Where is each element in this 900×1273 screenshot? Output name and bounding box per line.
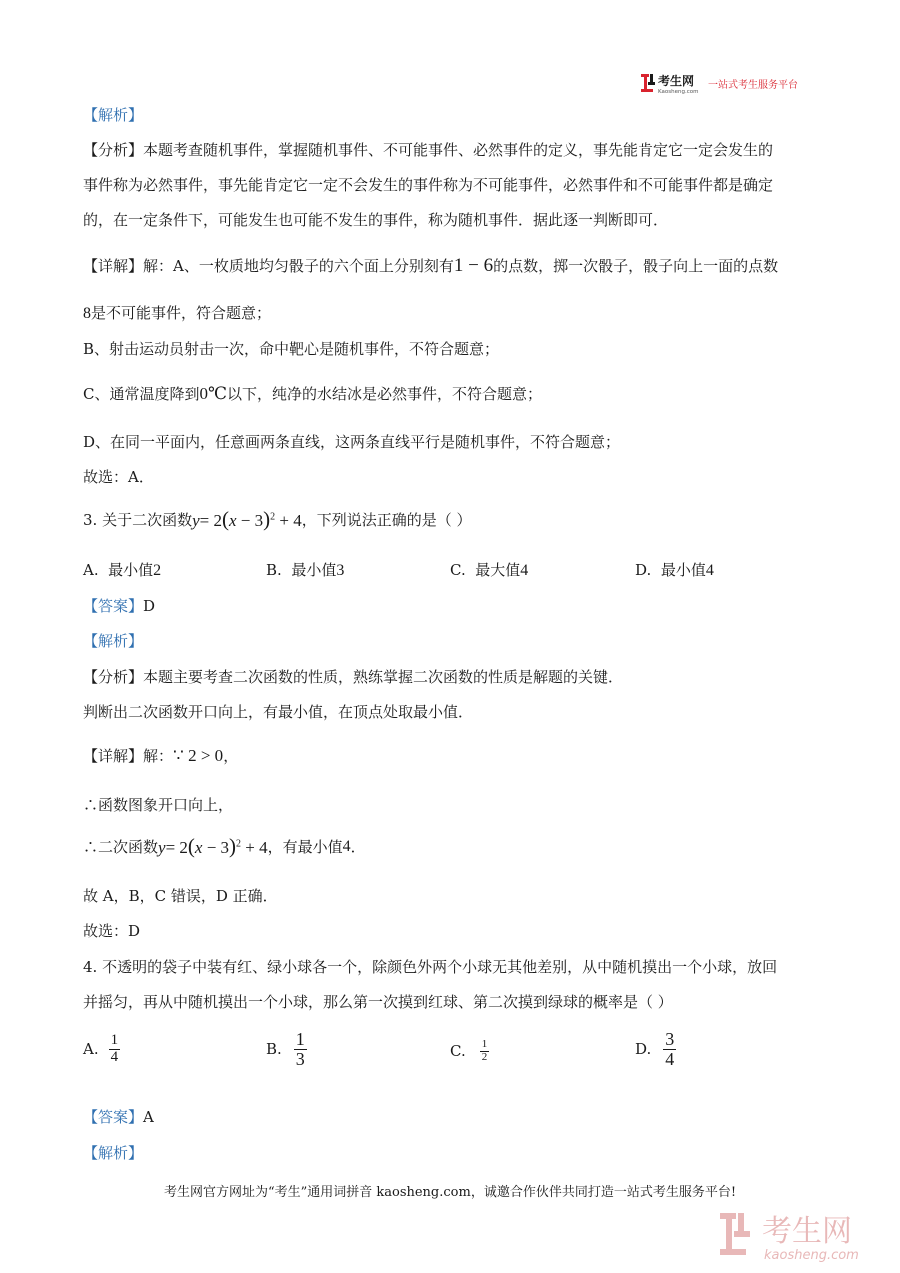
q4-stem-line-2: 并摇匀，再从中随机摸出一个小球，那么第一次摸到红球、第二次摸到绿球的概率是（ ）: [83, 993, 673, 1011]
formula-eq: = 2: [199, 511, 222, 530]
q3-detail-4: 故 A，B，C 错误，D 正确．: [83, 887, 278, 905]
logo-slogan: 一站式考生服务平台: [708, 80, 798, 91]
formula-minus: − 3: [202, 838, 230, 857]
q2-fenxi-line-2: 事件称为必然事件，事先能肯定它一定不会发生的事件称为不可能事件，必然事件和不可能事件都是确定: [83, 176, 774, 194]
q3-fenxi-tag: 【分析】: [83, 668, 144, 686]
q3-option-b-value: 3: [336, 562, 345, 579]
q4-option-b-den: 3: [295, 1048, 305, 1069]
q4-option-a[interactable]: [83, 1027, 120, 1071]
q3-option-c-text: 最大值: [475, 561, 521, 579]
q4-option-a-label: A.: [83, 1040, 99, 1058]
q2-detail-a-line-2: [83, 302, 271, 323]
formula-rparen: ): [263, 507, 271, 531]
formula-exp: 2: [270, 511, 276, 523]
q3-detail-1: [83, 745, 238, 766]
q3-xiangjie-post: ，: [223, 747, 239, 765]
formula-x: x: [194, 838, 203, 857]
watermark-mark-icon: [720, 1213, 750, 1255]
logo-mark-icon: [641, 74, 655, 92]
q3-xiangjie-pre: 解：: [143, 747, 174, 765]
q3-option-d[interactable]: [635, 559, 714, 580]
q2-detail-c-post: 以下，纯净的水结冰是必然事件，不符合题意；: [227, 385, 543, 403]
q3-option-b-text: 最小值: [291, 561, 337, 579]
q4-option-d[interactable]: [635, 1025, 676, 1073]
q2-detail-a-post: 的点数，掷一次骰子，骰子向上一面的点数: [493, 257, 779, 275]
q2-detail-b: B、射击运动员射击一次，命中靶心是随机事件，不符合题意；: [83, 340, 500, 358]
q3-option-a-text: 最小值: [108, 561, 154, 579]
q3-option-d-text: 最小值: [660, 561, 706, 579]
formula-lparen: (: [221, 507, 229, 531]
q4-option-c-den: 2: [481, 1050, 488, 1063]
q4-option-c-fraction: [480, 1039, 490, 1063]
q3-detail-3-end: ．: [350, 838, 366, 856]
q3-option-a[interactable]: [83, 559, 161, 580]
q3-detail-3-value: 4: [342, 837, 351, 855]
watermark-url: kaosheng.com: [764, 1248, 859, 1263]
q4-answer-tag: 【答案】: [83, 1108, 144, 1126]
q4-option-c-label: C.: [450, 1042, 466, 1060]
formula-rparen: ): [229, 834, 237, 858]
formula-x: x: [228, 511, 237, 530]
q4-option-d-num: 3: [665, 1028, 675, 1049]
q4-option-c-num: 1: [481, 1037, 488, 1050]
q3-option-c-label: C.: [450, 561, 466, 579]
q2-detail-a-pre: 解：A、一枚质地均匀骰子的六个面上分别刻有: [143, 257, 454, 275]
formula-y: y: [192, 511, 200, 530]
q3-fenxi-line-2: 判断出二次函数开口向上，有最小值，在顶点处取最小值．: [83, 703, 474, 721]
q2-jiexi-tag: 【解析】: [83, 106, 144, 124]
q4-jiexi-tag: 【解析】: [83, 1144, 144, 1162]
q4-option-d-fraction: [663, 1030, 676, 1069]
q2-fenxi-line-3: 的，在一定条件下，可能发生也可能不发生的事件，称为随机事件．据此逐一判断即可．: [83, 211, 669, 229]
q2-detail-a2-post: 是不可能事件，符合题意；: [91, 304, 272, 322]
q4-option-b-fraction: [294, 1030, 307, 1069]
watermark-name: 考生网: [762, 1214, 852, 1249]
logo-name: 考生网: [658, 74, 695, 88]
q3-option-c-value: 4: [520, 562, 529, 579]
q3-formula: [192, 507, 302, 532]
q3-option-d-label: D.: [635, 561, 652, 579]
q2-detail-c-pre: C、通常温度降到: [83, 385, 200, 403]
formula-plus: + 4: [275, 511, 302, 530]
q3-stem: [83, 507, 472, 532]
q3-option-d-value: 4: [705, 562, 714, 579]
q3-option-b-label: B.: [266, 561, 282, 579]
q3-option-b[interactable]: [266, 559, 344, 580]
formula-minus: − 3: [236, 511, 264, 530]
q3-stem-post: ，下列说法正确的是（ ）: [301, 511, 472, 529]
q3-detail-3: [83, 834, 366, 859]
q3-detail-2: ∴函数图象开口向上，: [83, 796, 234, 814]
q3-fenxi-text-1: 本题主要考查二次函数的性质，熟练掌握二次函数的性质是解题的关键．: [143, 668, 624, 686]
q2-detail-a-line-1: [83, 255, 778, 277]
q3-xiangjie-tag: 【详解】: [83, 747, 144, 765]
q3-detail-3-post: ，有最小值: [267, 838, 343, 856]
q3-answer-value: D: [143, 597, 156, 615]
q4-option-b[interactable]: [266, 1025, 307, 1073]
q2-detail-c-math: 0℃: [199, 384, 228, 403]
q4-answer: [83, 1106, 154, 1127]
q4-option-d-den: 4: [665, 1048, 675, 1069]
q4-answer-value: A: [143, 1108, 154, 1126]
footer-text: 考生网官方网址为“考生”通用词拼音 kaosheng.com，诚邀合作伙伴共同打造一站式考生服务平台!: [163, 1185, 737, 1200]
header-logo: [641, 71, 811, 97]
q2-fenxi-line-1: [83, 139, 773, 160]
q3-option-a-label: A.: [83, 561, 99, 579]
q4-option-b-label: B.: [266, 1040, 282, 1058]
q4-option-a-fraction: [109, 1033, 121, 1066]
q3-detail-3-pre: ∴二次函数: [83, 838, 159, 856]
q4-stem-line-1: 4. 不透明的袋子中装有红、绿小球各一个，除颜色外两个小球无其他差别，从中随机摸出一个小球，放回: [83, 958, 778, 976]
q3-jiexi-tag: 【解析】: [83, 632, 144, 650]
q3-choose: 故选：D: [83, 922, 141, 940]
q3-answer-tag: 【答案】: [83, 597, 144, 615]
q4-option-a-den: 4: [110, 1048, 119, 1065]
q3-option-a-value: 2: [153, 562, 162, 579]
q3-stem-pre: 3. 关于二次函数: [83, 511, 193, 529]
formula-lparen: (: [187, 834, 195, 858]
formula-eq: = 2: [165, 838, 188, 857]
q2-detail-a2-math: 8: [83, 305, 91, 322]
q4-option-b-num: 1: [295, 1028, 305, 1049]
q4-option-c[interactable]: [450, 1031, 489, 1071]
q2-fenxi-tag: 【分析】: [83, 141, 144, 159]
q3-answer: [83, 595, 155, 616]
q2-fenxi-text-1: 本题考查随机事件，掌握随机事件、不可能事件、必然事件的定义，事先能肯定它一定会发生的: [143, 141, 774, 159]
q2-detail-a-math: 1 − 6: [453, 255, 494, 276]
formula-y: y: [158, 838, 166, 857]
q2-xiangjie-tag: 【详解】: [83, 257, 144, 275]
q3-fenxi-line-1: [83, 666, 623, 687]
q3-xiangjie-math: ∵ 2 > 0: [173, 746, 224, 765]
q2-detail-c: [83, 383, 542, 404]
q3-detail-formula: [158, 834, 268, 859]
q3-option-c[interactable]: [450, 559, 528, 580]
formula-exp: 2: [236, 838, 242, 850]
watermark-logo: [718, 1207, 888, 1265]
formula-plus: + 4: [241, 838, 268, 857]
q2-detail-d: D、在同一平面内，任意画两条直线，这两条直线平行是随机事件，不符合题意；: [83, 433, 621, 451]
q2-choose: 故选：A．: [83, 468, 154, 486]
logo-url: Kaosheng.com: [658, 89, 699, 95]
q4-option-d-label: D.: [635, 1040, 652, 1058]
q4-option-a-num: 1: [110, 1031, 119, 1048]
